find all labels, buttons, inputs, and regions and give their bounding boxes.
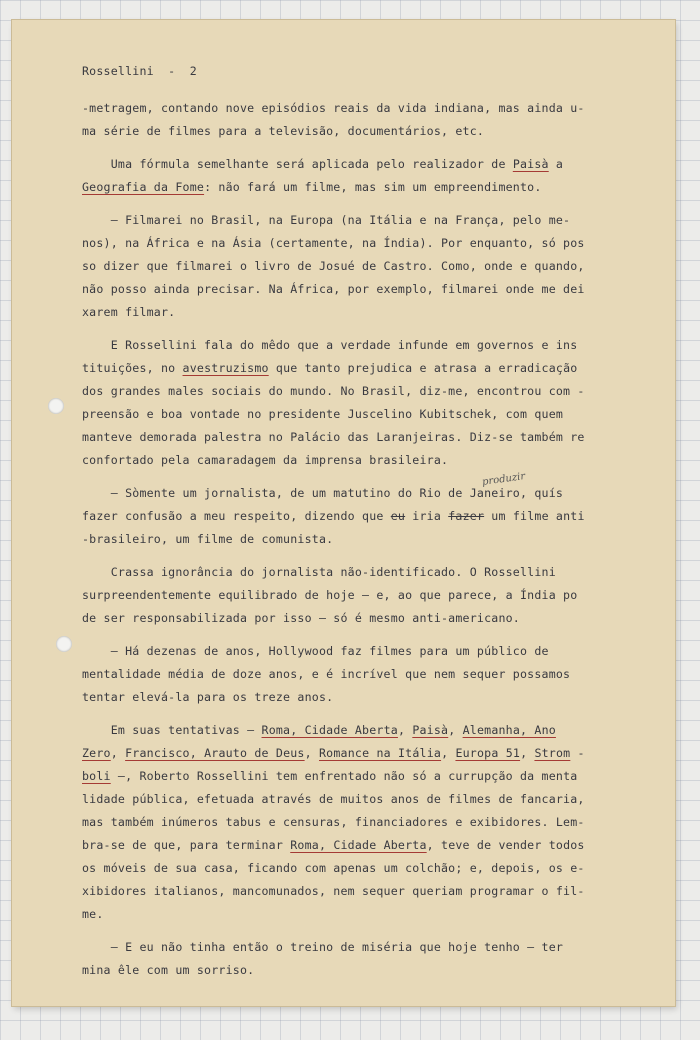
text-segment: um filme anti	[484, 509, 585, 523]
text-segment: surpreendentemente equilibrado de hoje — e, ao que parece, a Índia po	[82, 588, 578, 602]
text-line	[82, 97, 642, 120]
text-line	[82, 334, 642, 357]
text-line	[82, 301, 642, 324]
underlined-title: Europa 51	[455, 746, 521, 760]
typed-text	[82, 60, 642, 982]
text-line	[82, 120, 642, 143]
text-segment: preensão e boa vontade no presidente Juscelino Kubitschek, com quem	[82, 407, 564, 421]
text-line	[82, 719, 642, 742]
text-line	[82, 403, 642, 426]
text-line	[82, 936, 642, 959]
text-line	[82, 209, 642, 232]
text-segment: a	[548, 157, 564, 171]
text-line	[82, 584, 642, 607]
text-segment: -metragem, contando nove episódios reais da vida indiana, mas ainda u-	[82, 101, 585, 115]
text-line	[82, 380, 642, 403]
punch-hole	[48, 398, 64, 414]
text-line	[82, 528, 642, 551]
paragraph-gap	[82, 324, 642, 334]
paragraph-gap	[82, 709, 642, 719]
text-segment: bra-se de que, para terminar	[82, 838, 291, 852]
page-header: Rossellini - 2	[82, 64, 197, 78]
text-segment: me.	[82, 907, 104, 921]
text-segment: — Filmarei no Brasil, na Europa (na Itália e na França, pelo me-	[82, 213, 571, 227]
text-line	[82, 834, 642, 857]
text-segment: Em suas tentativas —	[82, 723, 262, 737]
text-line	[82, 788, 642, 811]
text-segment: fazer confusão a meu respeito, dizendo que	[82, 509, 391, 523]
text-segment: : não fará um filme, mas sim um empreendimento.	[204, 180, 542, 194]
text-segment: tituições, no	[82, 361, 183, 375]
text-line	[82, 561, 642, 584]
paragraph-gap	[82, 551, 642, 561]
text-segment: lidade pública, efetuada através de muitos anos de filmes de fancaria,	[82, 792, 585, 806]
text-segment: ,	[397, 723, 413, 737]
text-segment: -brasileiro, um filme de comunista.	[82, 532, 334, 546]
punch-hole	[56, 636, 72, 652]
text-line	[82, 255, 642, 278]
text-segment: so dizer que filmarei o livro de Josué de Castro. Como, onde e quando,	[82, 259, 585, 273]
underlined-title: Paisà	[412, 723, 449, 737]
underlined-title: Roma, Cidade Aberta	[261, 723, 398, 737]
underlined-title: Alemanha, Ano	[462, 723, 556, 737]
paragraph-gap	[82, 143, 642, 153]
underlined-title: Paisà	[512, 157, 549, 171]
text-segment: mas também inúmeros tabus e censuras, financiadores e exibidores. Lem-	[82, 815, 585, 829]
text-segment: nos), na África e na Ásia (certamente, na Índia). Por enquanto, só pos	[82, 236, 585, 250]
text-segment: manteve demorada palestra no Palácio das Laranjeiras. Diz-se também re	[82, 430, 585, 444]
text-line	[82, 903, 642, 926]
underlined-title: Strom	[534, 746, 571, 760]
underlined-title: Romance na Itália	[319, 746, 442, 760]
struck-word: eu	[390, 509, 406, 523]
text-segment: tentar elevá-la para os treze anos.	[82, 690, 334, 704]
text-segment: não posso ainda precisar. Na África, por exemplo, filmarei onde me dei	[82, 282, 585, 296]
document-page	[12, 20, 675, 1006]
underlined-title: avestruzismo	[182, 361, 269, 375]
text-segment: de ser responsabilizada por isso — só é mesmo anti-americano.	[82, 611, 520, 625]
body-text	[82, 97, 642, 982]
text-segment: —, Roberto Rossellini tem enfrentado não só a currupção da menta	[110, 769, 578, 783]
text-segment: que tanto prejudica e atrasa a erradicação	[268, 361, 578, 375]
underlined-title: Geografia da Fome	[82, 180, 205, 194]
text-line	[82, 278, 642, 301]
text-line	[82, 640, 642, 663]
text-segment: os móveis de sua casa, ficando com apenas um colchão; e, depois, os e-	[82, 861, 585, 875]
underlined-title: Roma, Cidade Aberta	[290, 838, 427, 852]
text-line	[82, 449, 642, 472]
text-segment: ,	[448, 723, 463, 737]
text-segment: E Rossellini fala do mêdo que a verdade infunde em governos e ins	[82, 338, 578, 352]
text-line	[82, 742, 642, 765]
text-line	[82, 505, 642, 528]
text-line	[82, 176, 642, 199]
text-line	[82, 482, 642, 505]
text-segment: mina êle com um sorriso.	[82, 963, 255, 977]
text-segment: Crassa ignorância do jornalista não-identificado. O Rossellini	[82, 565, 556, 579]
text-segment: — E eu não tinha então o treino de miséria que hoje tenho — ter	[82, 940, 564, 954]
text-line	[82, 426, 642, 449]
text-line	[82, 765, 642, 788]
handwritten-note: produzir	[481, 471, 526, 488]
text-line	[82, 880, 642, 903]
text-line	[82, 663, 642, 686]
text-segment: xibidores italianos, mancomunados, nem sequer queriam programar o fil-	[82, 884, 585, 898]
text-segment: — Sòmente um jornalista, de um matutino do Rio de Janeiro, quís	[82, 486, 564, 500]
underlined-title: Zero	[82, 746, 111, 760]
text-line	[82, 686, 642, 709]
text-line	[82, 232, 642, 255]
text-segment: ma série de filmes para a televisão, documentários, etc.	[82, 124, 485, 138]
text-segment: ,	[110, 746, 126, 760]
text-segment: Uma fórmula semelhante será aplicada pelo realizador de	[82, 157, 513, 171]
text-segment: confortado pela camaradagem da imprensa brasileira.	[82, 453, 449, 467]
text-segment: xarem filmar.	[82, 305, 176, 319]
text-segment: ,	[520, 746, 535, 760]
paragraph-gap	[82, 926, 642, 936]
text-line	[82, 811, 642, 834]
text-segment: ,	[441, 746, 456, 760]
text-segment: , teve de vender todos	[426, 838, 585, 852]
text-line	[82, 959, 642, 982]
struck-word: fazer	[448, 509, 485, 523]
text-segment: mentalidade média de doze anos, e é incrível que nem sequer possamos	[82, 667, 571, 681]
text-line	[82, 607, 642, 630]
paragraph-gap	[82, 199, 642, 209]
paragraph-gap	[82, 472, 642, 482]
text-segment: dos grandes males sociais do mundo. No Brasil, diz-me, encontrou com -	[82, 384, 585, 398]
text-segment: iria	[405, 509, 449, 523]
paragraph-gap	[82, 630, 642, 640]
underlined-title: boli	[82, 769, 111, 783]
underlined-title: Francisco, Arauto de Deus	[125, 746, 305, 760]
text-line	[82, 857, 642, 880]
text-segment: — Há dezenas de anos, Hollywood faz filmes para um público de	[82, 644, 549, 658]
text-line	[82, 153, 642, 176]
text-segment: -	[570, 746, 585, 760]
text-segment: ,	[304, 746, 319, 760]
text-line	[82, 357, 642, 380]
